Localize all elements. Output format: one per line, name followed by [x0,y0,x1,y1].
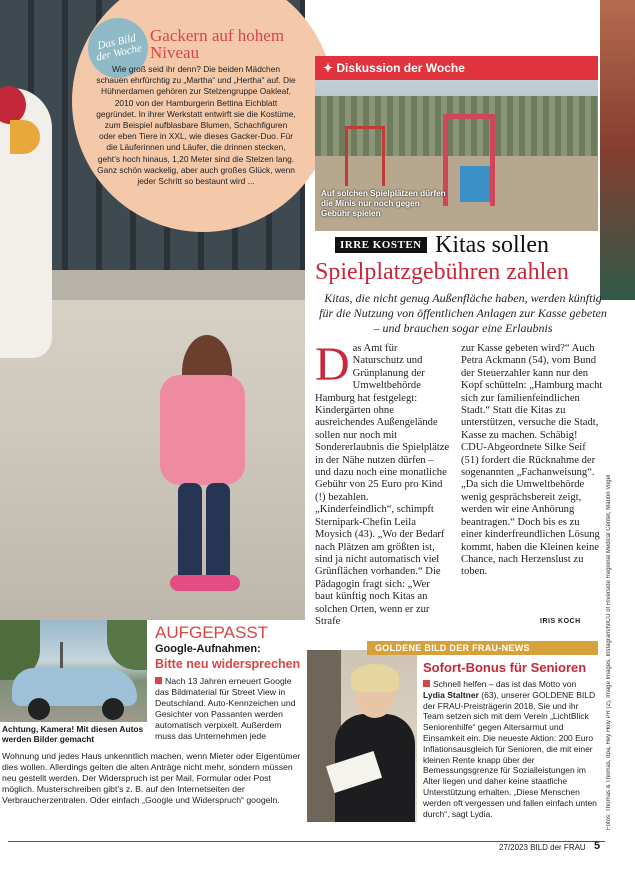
playground-slide [460,166,490,202]
car-caption: Achtung, Kamera! Mit diesen Autos werden Bilder gemacht [2,724,144,745]
aufgepasst-text-1: Nach 13 Jahren erneuert Google das Bildmaterial für Street View in Deutschland. Auto-Kennzeichen und Gesichter von Passanten werden automatisch verpixelt. Außerdem muss das Unternehmen jede [155,676,296,741]
goldene-bild-bar: GOLDENE BILD DER FRAU-NEWS [367,641,598,655]
playground-photo [315,56,598,231]
drop-cap: D [315,338,350,391]
street-view-car-photo [0,620,147,722]
playground-caption: Auf solchen Spielplätzen dürfen die Minis nur noch gegen Gebühr spielen [321,189,446,218]
aufgepasst-title: AUFGEPASST [155,623,269,642]
article-lead: Kitas, die nicht genug Außenfläche haben, werden künftig für die Nutzung von öffentlichen Anlagen zur Kasse gebeten – und brauchen sogar eine Erlaubnis [319,291,607,335]
aufgepasst-headline: Bitte neu widersprechen [155,657,301,671]
footer-rule [8,841,605,842]
edge-photo-strip [600,0,635,300]
article-column-2: zur Kasse gebeten wird?“ Auch Petra Ackmann (54), vom Bund der Steuerzahler kann nur den Kopf schütteln: „Hamburg macht sich zur familienfeindlichen Stadt.“ Statt die Kitas zu unterstützen, versuche die Stadt, Kasse zu machen. Schäbig! CDU-Abgeordnete Silke Seif (51) fordert die Rücknahme der sogenannten „Fachanweisung“. „Da sich die Umweltbehörde wenig gesprächsbereit zeigt, werden wir eine Anhörung beantragen.“ Doch bis es zu einer kinderfreundlichen Lösung kommt, haben die Kleinen keine Chance, nach Herzenslust zu toben. [461,343,603,578]
article-kicker: IRRE KOSTEN [335,237,427,253]
girl-figure [160,335,250,595]
photo-credits: Fotos: Thomas & Thomas, dpa, Hey Holy PR (2), Image Images, Instagram/NICU of Riverside Regional Medical Center, Marion Vogel [606,474,612,830]
footer-folio: 27/2023 BILD der FRAU [499,843,586,852]
discussion-tag: ✦ Diskussion der Woche [315,56,598,80]
article-headline-line-1: Kitas sollen [435,232,549,258]
goldene-headline: Sofort-Bonus für Senioren [423,660,587,675]
page-number: 5 [594,840,601,852]
article-column-1-text: as Amt für Naturschutz und Grünplanung der Umweltbehörde Hamburg hat festgelegt: Kindergärten ohne ausreichendes Außengelände sollen nur noch mit Sondererlaubnis die Spielplätze in der Nähe nutzen dürfen – und dazu noch eine monatliche Gebühr von 25 Euro pro Kind (!) bezahlen. „Kinderfeindlich“, schimpft Sternipark-Chefin Leila Moysich (43). „Wo der Bedarf nach Plätzen am größten ist, sind ja nicht automatisch viel Grünflächen vorhanden.“ Die Pädagogin fragt sich: „Wer baut künftig noch Kitas an solchen Orten, wenn er zur Strafe [315,343,450,627]
goldene-name: Lydia Staltner [423,689,479,700]
aufgepasst-text-2: Wohnung und jedes Haus unkenntlich machen, wenn Mieter oder Eigentümer dies wollen. Allerdings gelten die alten Anträge nicht mehr, sondern müssen neu gestellt werden. Der Widerspruch ist per Mail, Formular oder Post möglich. Musterschreiben gibt’s z. B. auf den Internetseiten der Verbraucherzentralen. Oder einfach „Google und Widerspruch“ googeln. [2,751,301,805]
article-author: IRIS KOCH [540,618,581,625]
lydia-staltner-photo [307,650,417,822]
bubble-text: Wie groß seid ihr denn? Die beiden Mädchen schauen ehrfürchtig zu „Martha“ und „Hertha“ auf. Die Hühnerdamen gehören zur Stelzengruppe Oakleaf, 2010 von der Hamburgerin Bettina Eichblatt gegründet. In ihrer Werkstatt entwirft sie die Kostüme, zum Beispiel aufblasbare Blumen, Schachfiguren oder eben Tiere in XXL, wie dieses Gacker-Duo. Für die Läuferinnen und Läufer, die drinnen stecken, geht’s hoch hinaus, 1,20 Meter sind die Stelzen lang. Ganz schön wackelig, aber auch großes Glück, wenn jeder Schritt so bestaunt wird ... [96,64,296,187]
goldene-text: Schnell helfen – das ist das Motto von Lydia Staltner (63), unserer GOLDENE BILD der FRAU-Preisträgerin 2018. Sie und ihr Team setzen sich mit dem Verein „LichtBlick Seniorenhilfe“ gegen Altersarmut und Einsamkeit ein. Die neueste Aktion: 200 Euro Inflationsausgleich für Senioren, die mit einer kleinen Rente knapp über der Bemessungsgrenze für Sozialleistungen im Alter liegen und daher keine staatliche Unterstützung erhalten. „Diese Menschen werden oft vergessen und fallen einfach unten durch“, sagt Lydia. [423,679,597,819]
playground-swing [345,126,385,186]
red-square-icon [155,677,162,684]
article-column-1 [315,338,450,628]
bubble-title: Gackern auf hohem Niveau [150,26,285,62]
red-square-icon [423,680,430,687]
article-headline-line-2: Spielplatzgebühren zahlen [315,259,569,285]
bild-der-woche-badge: Das Bild der Woche [82,12,153,83]
aufgepasst-subtitle: Google-Aufnahmen: [155,643,261,655]
